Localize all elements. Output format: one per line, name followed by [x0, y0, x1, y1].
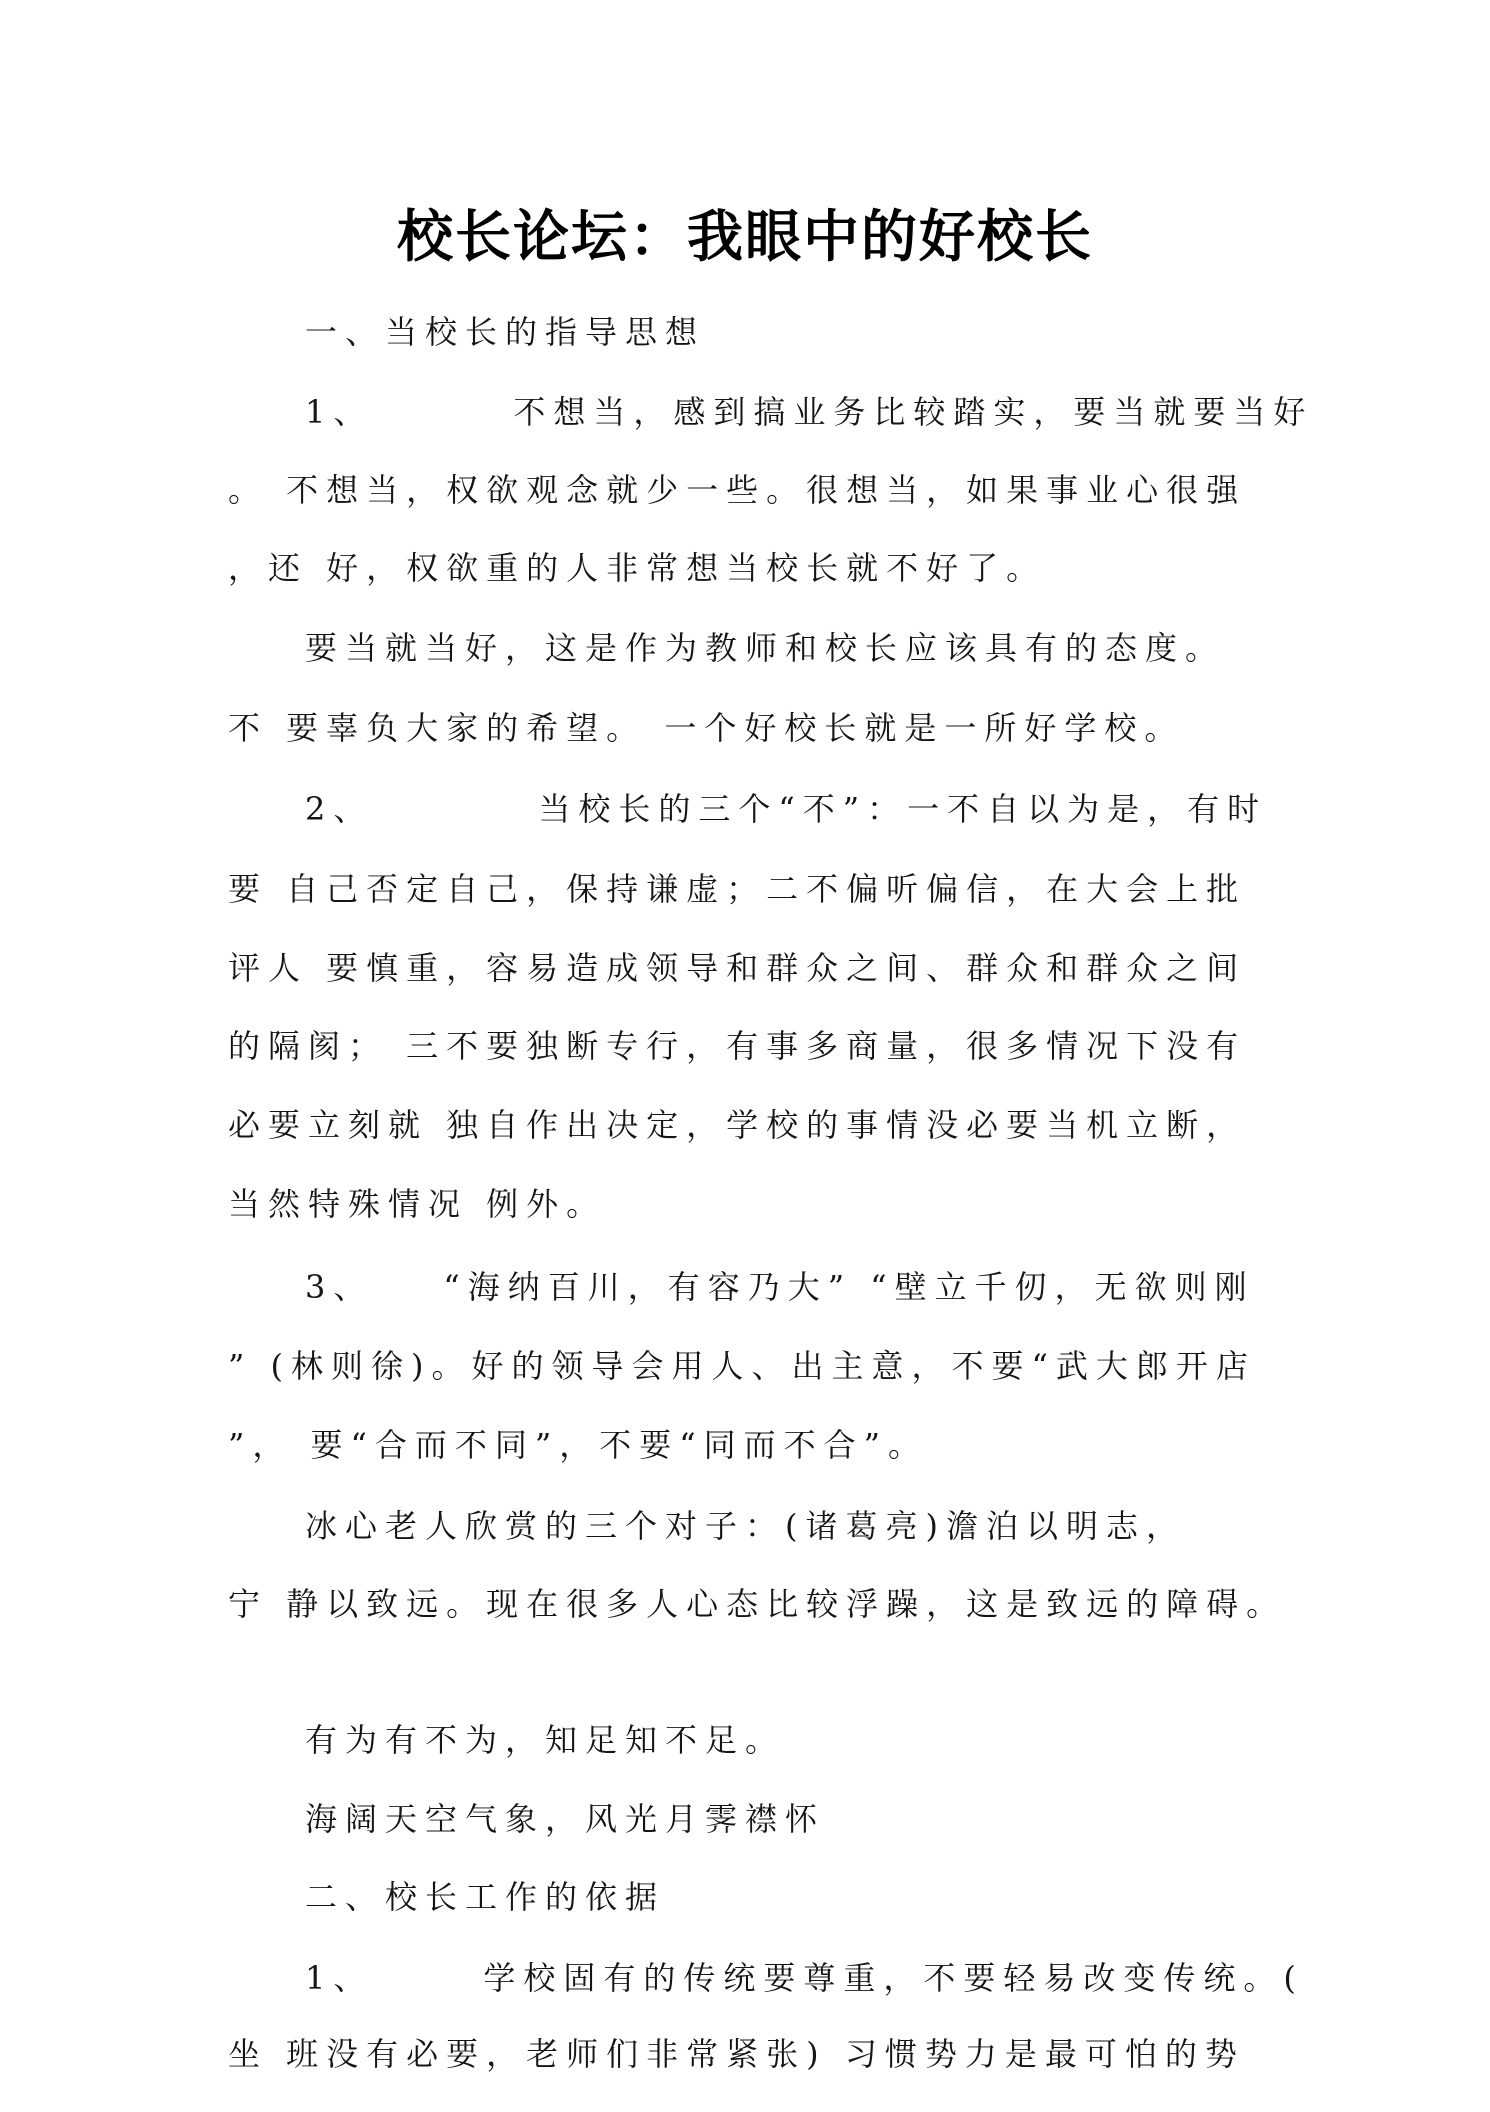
line-text: 要 自己否定自己，保持谦虚；二不偏听偏信，在大会上批 — [228, 870, 1247, 908]
text-line — [228, 1184, 606, 1224]
text-line — [228, 948, 1246, 988]
text-line — [305, 1958, 1304, 1998]
line-text: 当然特殊情况 例外。 — [228, 1185, 607, 1223]
text-line — [228, 1346, 1256, 1386]
line-text: 评人 要慎重，容易造成领导和群众之间、群众和群众之间 — [228, 949, 1247, 987]
text-line — [228, 708, 1184, 748]
line-text: 学校固有的传统要尊重，不要轻易改变传统。( — [483, 1959, 1304, 1997]
text-line — [305, 628, 1225, 668]
text-line — [305, 312, 705, 352]
text-line — [305, 1506, 1186, 1546]
text-line — [228, 1026, 1246, 1066]
text-line — [228, 869, 1246, 909]
line-text: ，还 好，权欲重的人非常想当校长就不好了。 — [228, 549, 1047, 587]
line-text: ” (林则徐)。好的领导会用人、出主意，不要“武大郎开店 — [228, 1347, 1256, 1385]
text-line — [228, 1425, 928, 1465]
line-text: 的隔阂； 三不要独断专行，有事多商量，很多情况下没有 — [228, 1027, 1247, 1065]
line-text: 宁 静以致远。现在很多人心态比较浮躁，这是致远的障碍。 — [228, 1585, 1287, 1623]
line-text: “海纳百川，有容乃大” “壁立千仞，无欲则刚 — [443, 1268, 1255, 1306]
text-line — [228, 1105, 1246, 1145]
text-line — [228, 2034, 1245, 2074]
text-line — [228, 1584, 1286, 1624]
line-text: 海阔天空气象，风光月霁襟怀 — [305, 1800, 826, 1838]
text-line — [228, 470, 1246, 510]
line-text: 坐 班没有必要，老师们非常紧张) 习惯势力是最可怕的势 — [228, 2035, 1245, 2073]
page-title: 校长论坛：我眼中的好校长 — [397, 205, 1093, 270]
text-line — [305, 1799, 825, 1839]
text-line — [305, 789, 1267, 829]
line-text: 有为有不为，知足知不足。 — [305, 1721, 786, 1759]
text-line — [305, 1720, 785, 1760]
list-number: 1、 — [305, 393, 374, 431]
line-text: 当校长的三个“不”：一不自以为是，有时 — [538, 790, 1268, 828]
line-text: 要当就当好，这是作为教师和校长应该具有的态度。 — [305, 629, 1226, 667]
text-line — [305, 1877, 665, 1917]
text-line — [305, 392, 1313, 432]
line-text: 必要立刻就 独自作出决定，学校的事情没必要当机立断， — [228, 1106, 1247, 1144]
list-number: 3、 — [305, 1268, 374, 1306]
line-text: 冰心老人欣赏的三个对子：(诸葛亮)澹泊以明志， — [305, 1507, 1186, 1545]
list-number: 1、 — [305, 1959, 374, 1997]
line-text: 不 要辜负大家的希望。 一个好校长就是一所好学校。 — [228, 709, 1185, 747]
text-line — [228, 548, 1046, 588]
line-text: ”， 要“合而不同”，不要“同而不合”。 — [228, 1426, 928, 1464]
line-text: 一、当校长的指导思想 — [305, 313, 706, 351]
line-text: 。 不想当，权欲观念就少一些。很想当，如果事业心很强 — [228, 471, 1247, 509]
text-line — [305, 1267, 1255, 1307]
line-text: 二、校长工作的依据 — [305, 1878, 666, 1916]
list-number: 2、 — [305, 790, 374, 828]
line-text: 不想当，感到搞业务比较踏实，要当就要当好 — [513, 393, 1314, 431]
